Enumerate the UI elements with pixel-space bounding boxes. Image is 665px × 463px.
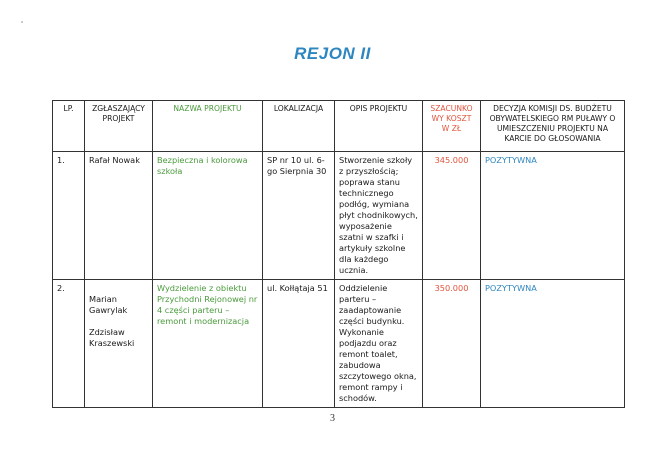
page-number: 3 (330, 413, 335, 424)
cell-project-name: Wydzielenie z obiektu Przychodni Rejonowej nr 4 części parteru – remont i modernizacja (153, 280, 263, 408)
cell-decision: POZYTYWNA (481, 152, 625, 280)
header-project-name: NAZWA PROJEKTU (153, 101, 263, 152)
scan-speck (21, 21, 23, 23)
projects-table (52, 100, 625, 408)
cell-description: Stworzenie szkoły z przyszłością; poprawa stanu technicznego podłóg, wymiana płyt chodnikowych, wyposażenie szatni w szafki i artykuły szkolne dla każdego ucznia. (335, 152, 423, 280)
cell-cost: 345.000 (423, 152, 481, 280)
cell-author (85, 280, 153, 408)
cell-cost: 350.000 (423, 280, 481, 408)
cell-decision: POZYTYWNA (481, 280, 625, 408)
header-location: LOKALIZACJA (263, 101, 335, 152)
table-row (53, 280, 625, 408)
cell-lp: 1. (53, 152, 85, 280)
header-author: ZGŁASZAJĄCY PROJEKT (85, 101, 153, 152)
page-title: REJON II (294, 44, 371, 63)
cell-project-name: Bezpieczna i kolorowa szkoła (153, 152, 263, 280)
table-row (53, 152, 625, 280)
author-name: Rafał Nowak (89, 155, 140, 165)
cell-location: ul. Kołłątaja 51 (263, 280, 335, 408)
cell-author (85, 152, 153, 280)
cell-lp: 2. (53, 280, 85, 408)
table-header-row (53, 101, 625, 152)
cell-description: Oddzielenie parteru – zaadaptowanie części budynku. Wykonanie podjazdu oraz remont toalet, zabudowa szczytowego okna, remont rampy i schodów. (335, 280, 423, 408)
header-decision: DECYZJA KOMISJI DS. BUDŻETU OBYWATELSKIEGO RM PUŁAWY O UMIESZCZENIU PROJEKTU NA KARCIE DO GŁOSOWANIA (481, 101, 625, 152)
header-description: OPIS PROJEKTU (335, 101, 423, 152)
header-lp: LP. (53, 101, 85, 152)
cell-location: SP nr 10 ul. 6-go Sierpnia 30 (263, 152, 335, 280)
header-cost: SZACUNKOWY KOSZT W ZŁ (423, 101, 481, 152)
author-name: Marian Gawrylak (89, 294, 128, 315)
author-name-2: Zdzisław Kraszewski (89, 327, 135, 348)
